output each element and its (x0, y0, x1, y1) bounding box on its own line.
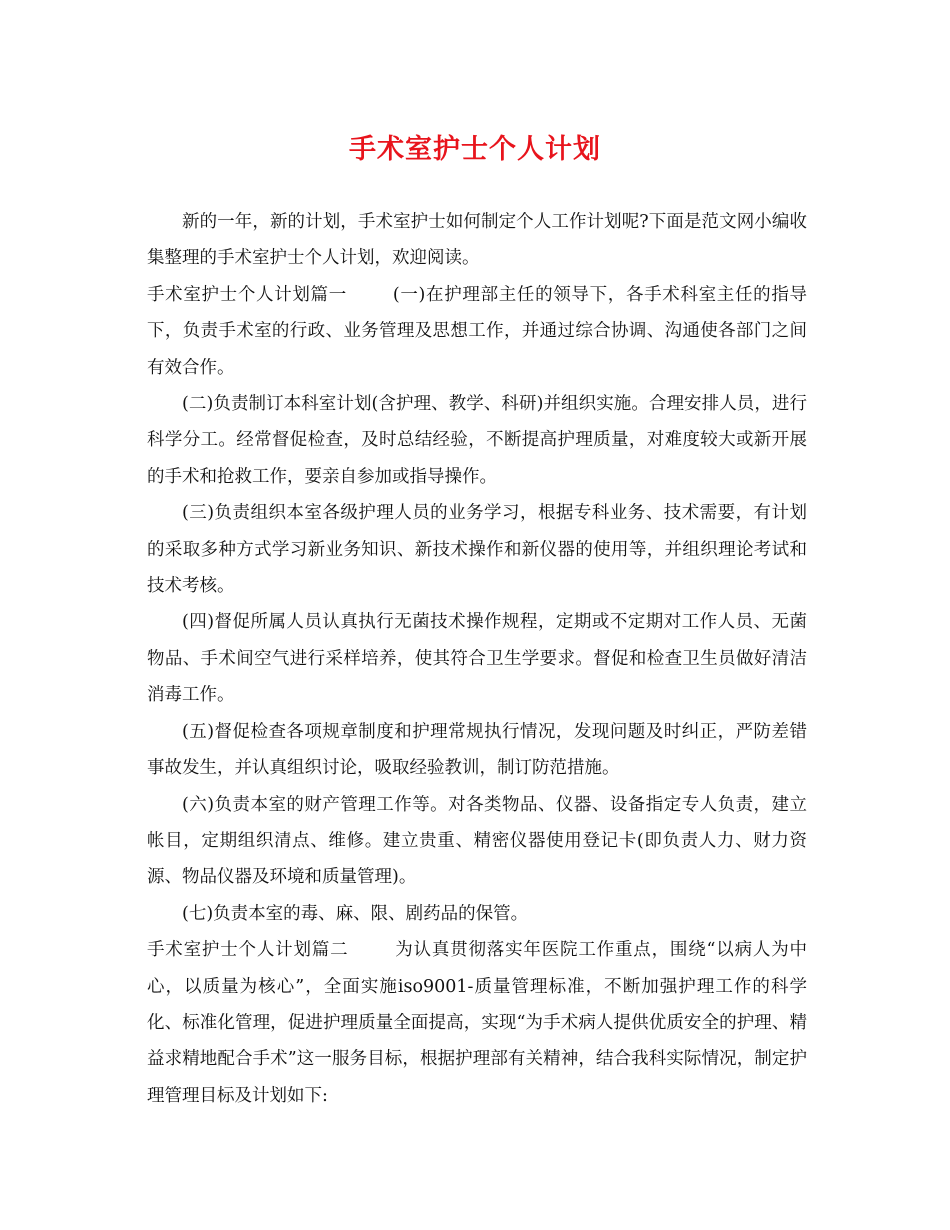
section1-heading: 手术室护士个人计划篇一 (147, 284, 347, 305)
list-item: (三)负责组织本室各级护理人员的业务学习，根据专科业务、技术需要，有计划的采取多种方式学习新业务知识、新技术操作和新仪器的使用等，并组织理论考试和技术考核。 (147, 503, 807, 597)
document-body (147, 204, 807, 1114)
list-item: (二)负责制订本科室计划(含护理、教学、科研)并组织实施。合理安排人员，进行科学分工。经常督促检查，及时总结经验，不断提高护理质量，对难度较大或新开展的手术和抢救工作，要亲自参加或指导操作。 (147, 394, 807, 487)
section1-first-item: (一)在护理部主任的领导下，各手术科室主任的指导下，负责手术室的行政、业务管理及思想工作，并通过综合协调、沟通使各部门之间有效合作。 (147, 284, 807, 378)
intro-paragraph: 新的一年，新的计划，手术室护士如何制定个人工作计划呢?下面是范文网小编收集整理的手术室护士个人计划，欢迎阅读。 (147, 212, 807, 269)
list-item: (六)负责本室的财产管理工作等。对各类物品、仪器、设备指定专人负责，建立帐目，定期组织清点、维修。建立贵重、精密仪器使用登记卡(即负责人力、财力资源、物品仪器及环境和质量管理)。 (147, 794, 807, 888)
section1-paragraph (147, 277, 807, 386)
document-title: 手术室护士个人计划 (349, 134, 601, 165)
section2-heading: 手术室护士个人计划篇二 (147, 940, 349, 961)
list-item: (四)督促所属人员认真执行无菌技术操作规程，定期或不定期对工作人员、无菌物品、手术间空气进行采样培养，使其符合卫生学要求。督促和检查卫生员做好清洁消毒工作。 (147, 612, 807, 706)
list-item: (七)负责本室的毒、麻、限、剧药品的保管。 (182, 903, 529, 924)
section2-text: 为认真贯彻落实年医院工作重点，围绕“以病人为中心，以质量为核心”，全面实施iso9001-质量管理标准，不断加强护理工作的科学化、标准化管理，促进护理质量全面提高，实现“为手术病人提供优质安全的护理、精益求精地配合手术”这一服务目标，根据护理部有关精神，结合我科实际情况，制定护理管理目标及计划如下: (147, 940, 808, 1106)
section2-paragraph (147, 932, 807, 1114)
list-item: (五)督促检查各项规章制度和护理常规执行情况，发现问题及时纠正，严防差错事故发生，并认真组织讨论，吸取经验教训，制订防范措施。 (147, 721, 807, 779)
